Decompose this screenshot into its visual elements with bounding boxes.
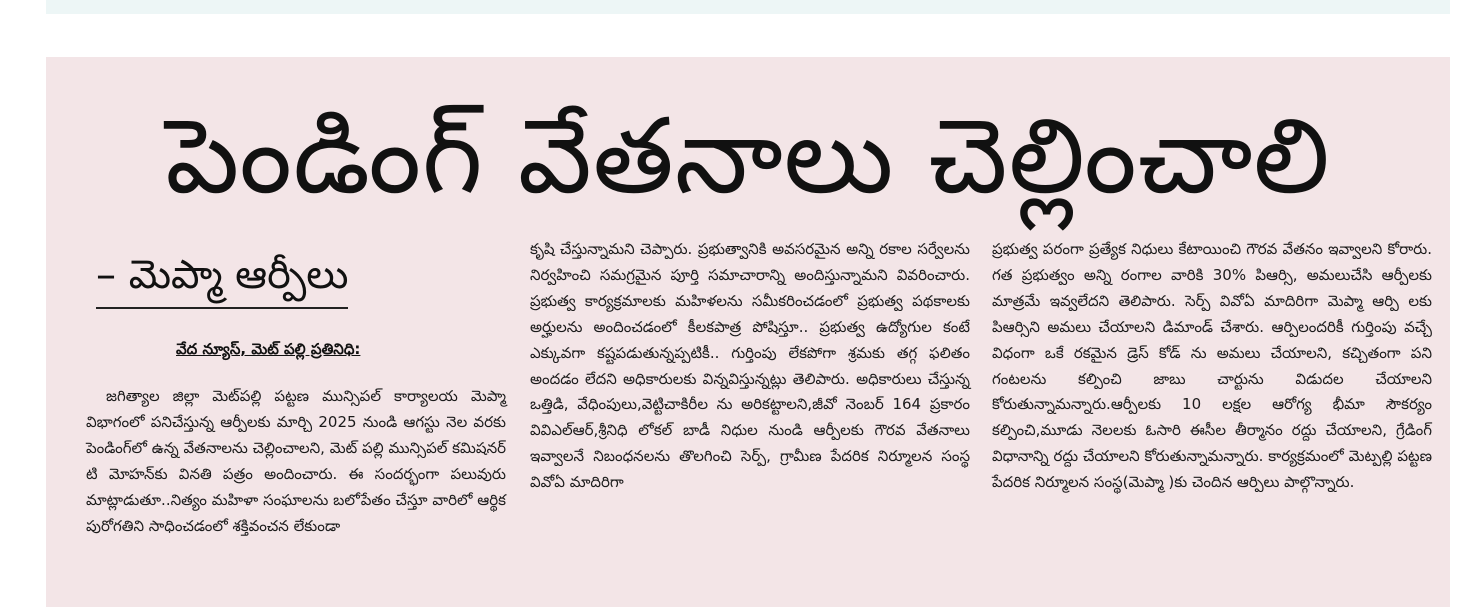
column-3-text: ప్రభుత్వ పరంగా ప్రత్యేక నిధులు కేటాయించి గౌరవ వేతనం ఇవ్వాలని కోరారు. గత ప్రభుత్వం అన్ని రంగాల వారికి 30% పిఆర్సి, అమలుచేసి ఆర్పీలకు మాత్రమే ఇవ్వలేదని తెలిపారు. సెర్ప్ వివోఏ మాదిరిగా మెప్మా ఆర్పి లకు పిఆర్సిని అమలు చేయాలని డిమాండ్ చేశారు. ఆర్పిలందరికీ గుర్తింపు వచ్చే విధంగా ఒకే రకమైన డ్రెస్ కోడ్ ను అమలు చేయాలని, కచ్చితంగా పని గంటలను కల్పించి జాబు చార్టును విడుదల చేయాలని కోరుతున్నామన్నారు.ఆర్పీలకు 10 లక్షల ఆరోగ్య భీమా సౌకర్యం కల్పించి,మూడు నెలలకు ఓసారి ఈసీల తీర్మానం రద్దు చేయాలని, గ్రేడింగ్ విధానాన్ని రద్దు చేయాలని కోరుతున్నామన్నారు. కార్యక్రమంలో మెట్పల్లి పట్టణ పేదరిక నిర్మూలన సంస్థ(మెప్మా )కు చెందిన ఆర్పిలు పాల్గొన్నారు. xyxy=(992,240,1432,492)
article-column-2 xyxy=(530,237,970,496)
subheadline-block xyxy=(96,247,436,309)
column-2-text: కృషి చేస్తున్నామని చెప్పారు. ప్రభుత్వానికి అవసరమైన అన్ని రకాల సర్వేలను నిర్వహించి సమగ్రమైన పూర్తి సమాచారాన్ని అందిస్తున్నామని వివరించారు. ప్రభుత్వ కార్యక్రమాలకు మహిళలను సమీకరించడంలో ప్రభుత్వ పథకాలకు అర్హులను అందించడంలో కీలకపాత్ర పోషిస్తూ.. ప్రభుత్వ ఉద్యోగుల కంటే ఎక్కువగా కష్టపడుతున్నప్పటికీ.. గుర్తింపు లేకపోగా శ్రమకు తగ్గ ఫలితం అందడం లేదని అధికారులకు విన్నవిస్తున్నట్లు తెలిపారు. అధికారులు చేస్తున్న ఒత్తిడి, వేధింపులు,వెట్టిచాకిరీల ను అరికట్టాలని,జీవో నెంబర్ 164 ప్రకారం వివిఎల్ఆర్,శ్రీనిధి లోకల్ బాడీ నిధుల నుండి ఆర్పీలకు గౌరవ వేతనాలు ఇవ్వాలనే నిబంధనలను తొలగించి సెర్ప్, గ్రామీణ పేదరిక నిర్మూలన సంస్థ వివోఏ మాదిరిగా xyxy=(530,240,970,492)
top-strip xyxy=(46,0,1450,14)
article-column-1 xyxy=(86,384,506,539)
dateline: వేద న్యూస్, మెట్ పల్లి ప్రతినిధి: xyxy=(176,340,361,358)
headline: పెండింగ్ వేతనాలు చెల్లించాలి xyxy=(165,95,1331,217)
subheadline: – మెప్మా ఆర్పీలు xyxy=(96,247,348,309)
article-panel xyxy=(46,57,1450,607)
column-1-text: జగిత్యాల జిల్లా మెట్‌పల్లి పట్టణ మున్సిపల్ కార్యాలయ మెప్మా విభాగంలో పనిచేస్తున్న ఆర్పీలకు మార్చి 2025 నుండి ఆగస్టు నెల వరకు పెండింగ్‌లో ఉన్న వేతనాలను చెల్లించాలని, మెట్ పల్లి మున్సిపల్ కమిషనర్ టి మోహన్‌కు వినతి పత్రం అందించారు. ఈ సందర్భంగా పలువురు మాట్లాడుతూ..నిత్యం మహిళా సంఘాలను బలోపేతం చేస్తూ వారిలో ఆర్థిక పురోగతిని సాధించడంలో శక్తివంచన లేకుండా xyxy=(86,387,506,535)
article-column-3 xyxy=(992,237,1432,496)
